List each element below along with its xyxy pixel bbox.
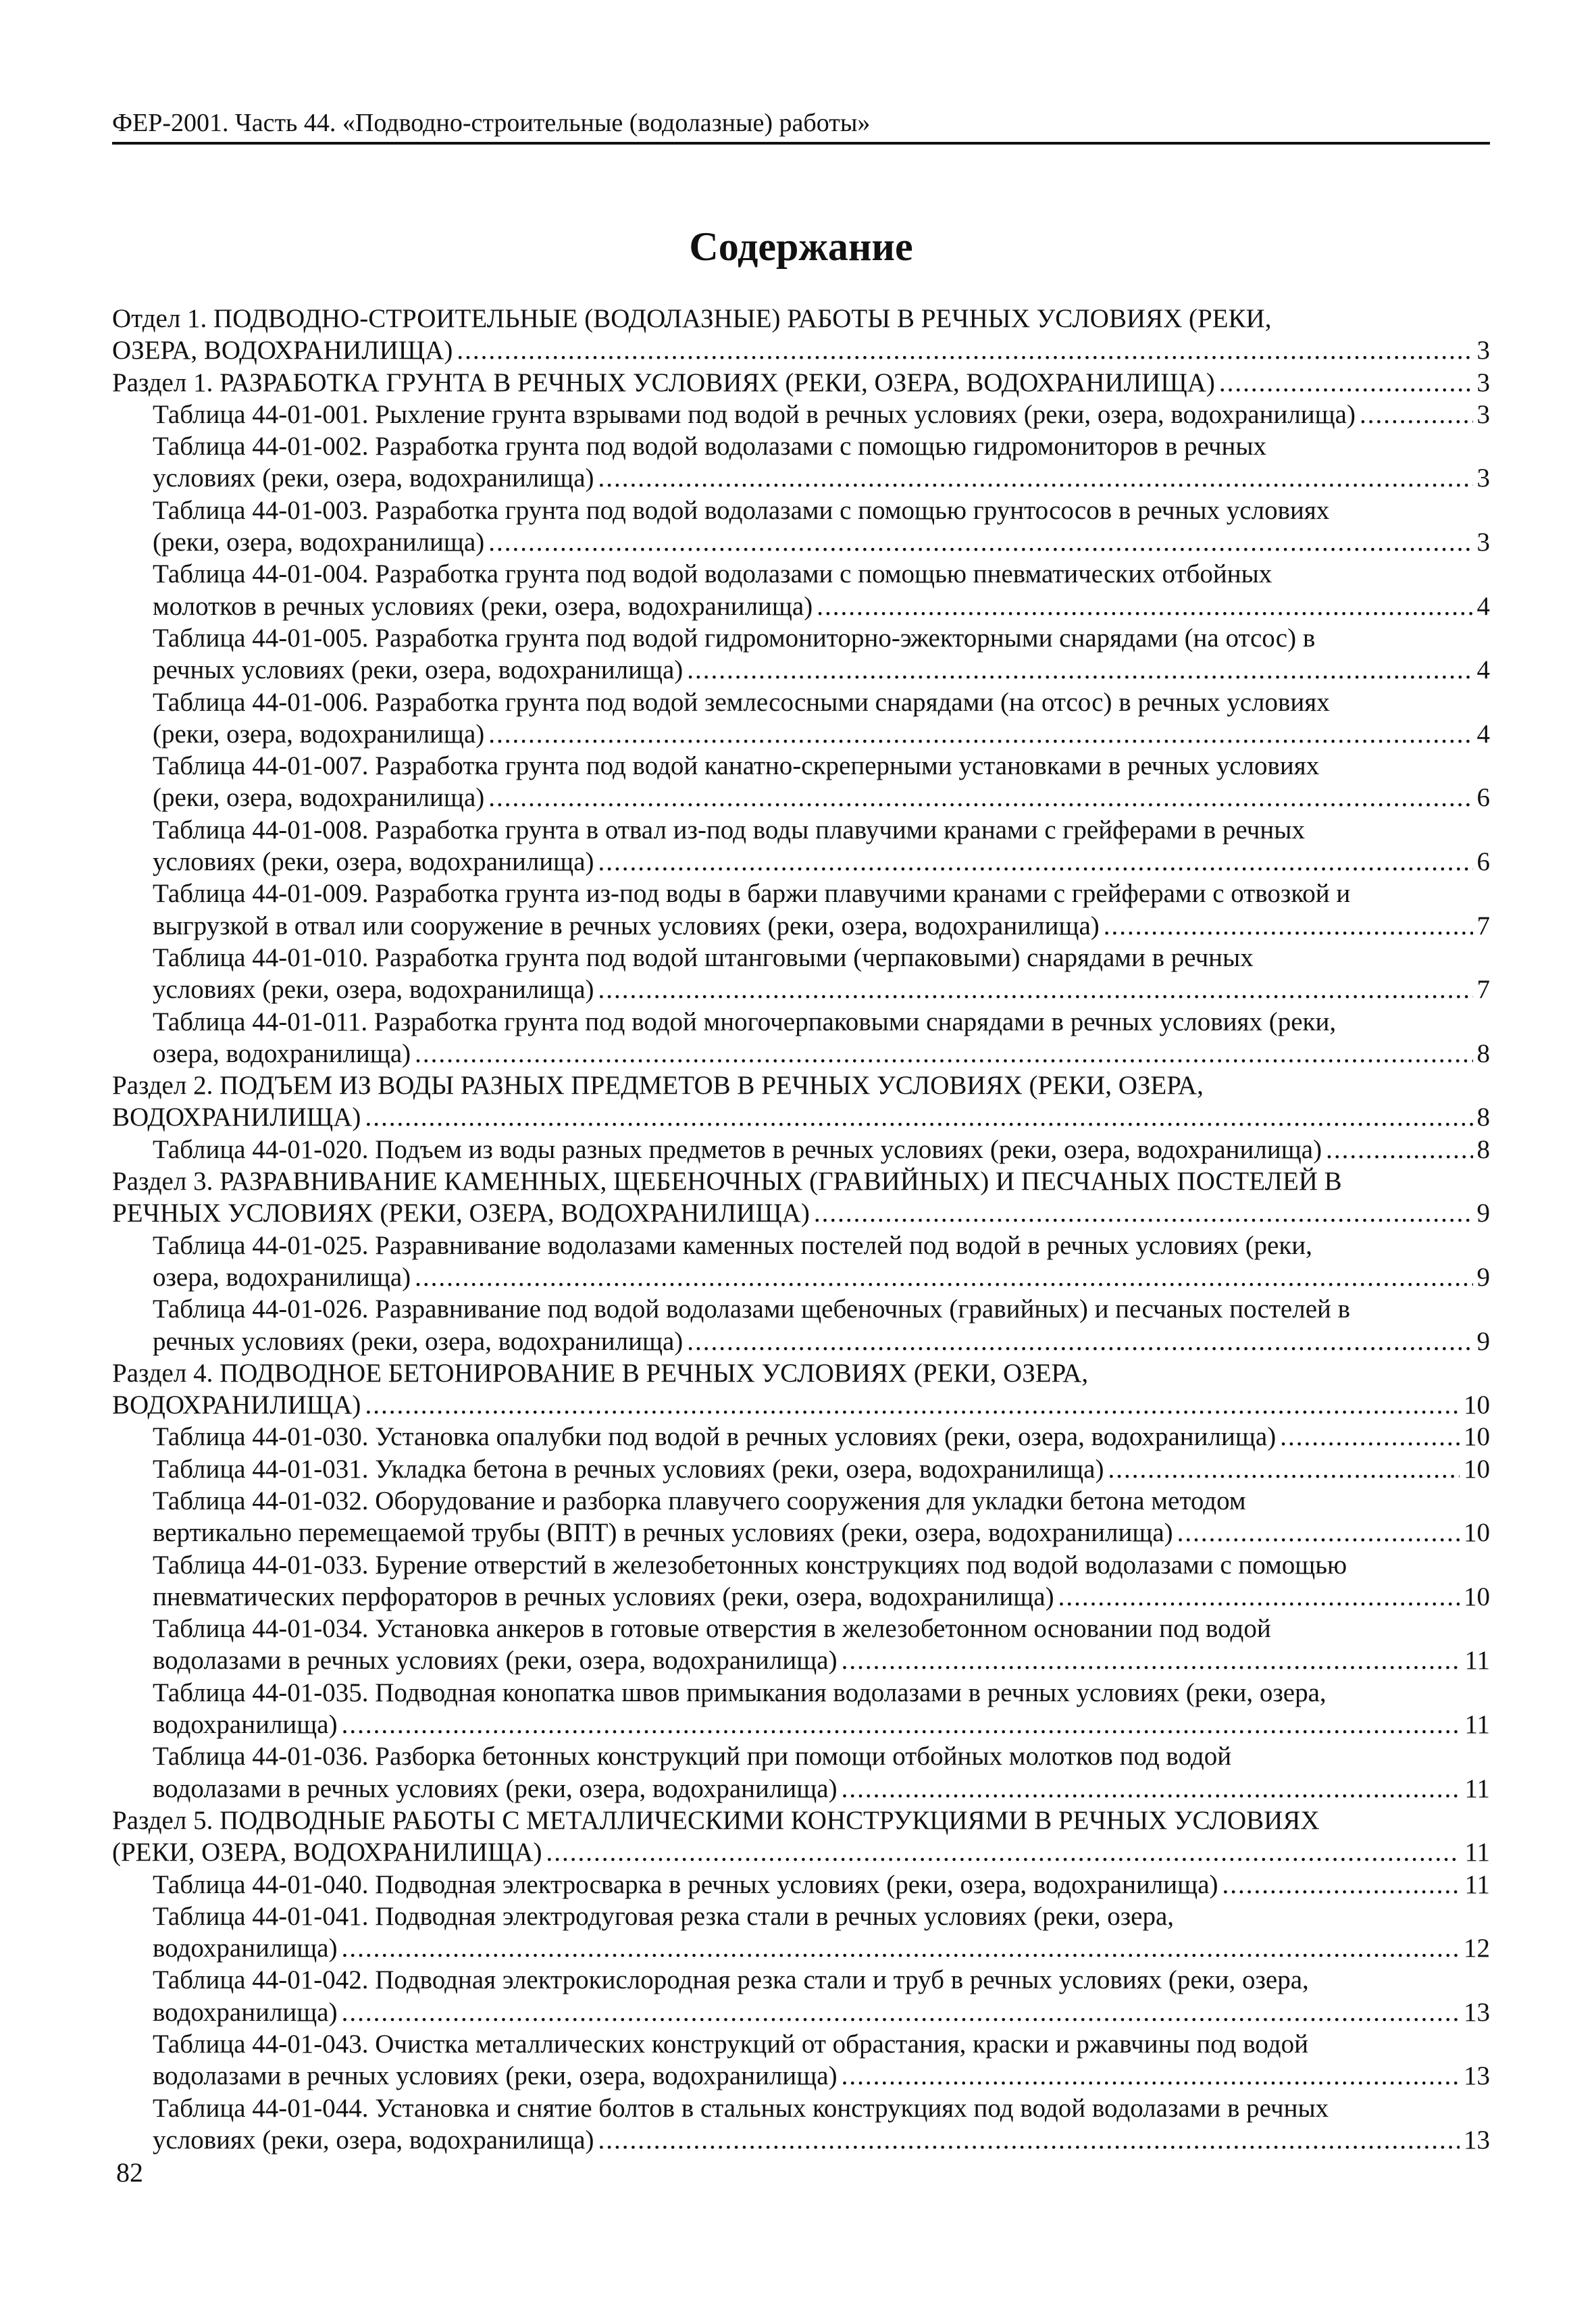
- dot-leader: [342, 1996, 1460, 2028]
- toc-entry-text: Таблица 44-01-036. Разборка бетонных конструкций при помощи отбойных молотков под водой: [153, 1742, 1232, 1771]
- toc-entry-text: водолазами в речных условиях (реки, озера, водохранилища): [153, 1774, 838, 1803]
- toc-page-number: 6: [1476, 783, 1490, 813]
- toc-page-number: 11: [1464, 1710, 1490, 1740]
- toc-entry-text: (РЕКИ, ОЗЕРА, ВОДОХРАНИЛИЩА): [112, 1838, 542, 1867]
- toc-table-entry[interactable]: [112, 814, 1490, 878]
- toc-entry-text: Таблица 44-01-044. Установка и снятие болтов в стальных конструкциях под водой водолазами в речных: [153, 2093, 1329, 2123]
- toc-table-entry[interactable]: [112, 878, 1490, 942]
- toc-entry-text: Раздел 2. ПОДЪЕМ ИЗ ВОДЫ РАЗНЫХ ПРЕДМЕТОВ В РЕЧНЫХ УСЛОВИЯХ (РЕКИ, ОЗЕРА,: [112, 1071, 1204, 1101]
- toc-entry-text: Таблица 44-01-041. Подводная электродуговая резка стали в речных условиях (реки, озера,: [153, 1901, 1175, 1931]
- toc-entry-text: Таблица 44-01-003. Разработка грунта под водой водолазами с помощью грунтососов в речных условиях: [153, 495, 1330, 525]
- toc-table-entry[interactable]: [112, 750, 1490, 814]
- toc-table-entry[interactable]: [112, 1677, 1490, 1741]
- toc-entry-text: Таблица 44-01-005. Разработка грунта под водой гидромониторно-эжекторными снарядами (на отсос) в: [153, 623, 1316, 653]
- dot-leader: [842, 2060, 1460, 2092]
- dot-leader: [488, 782, 1472, 813]
- toc-entry-text: Отдел 1. ПОДВОДНО-СТРОИТЕЛЬНЫЕ (ВОДОЛАЗНЫЕ) РАБОТЫ В РЕЧНЫХ УСЛОВИЯХ (РЕКИ,: [112, 304, 1272, 333]
- table-of-contents: [112, 303, 1490, 2156]
- toc-table-entry[interactable]: [112, 1549, 1490, 1613]
- dot-leader: [365, 1389, 1460, 1421]
- toc-page-number: 3: [1476, 463, 1490, 493]
- toc-page-number: 9: [1476, 1262, 1490, 1292]
- toc-table-entry[interactable]: [112, 942, 1490, 1006]
- dot-leader: [598, 2124, 1460, 2156]
- dot-leader: [488, 526, 1472, 558]
- toc-page-number: 10: [1464, 1390, 1490, 1420]
- toc-entry-text: Раздел 1. РАЗРАБОТКА ГРУНТА В РЕЧНЫХ УСЛОВИЯХ (РЕКИ, ОЗЕРА, ВОДОХРАНИЛИЩА): [112, 368, 1215, 397]
- toc-entry-text: выгрузкой в отвал или сооружение в речных условиях (реки, озера, водохранилища): [153, 911, 1100, 940]
- running-header: ФЕР-2001. Часть 44. «Подводно-строительные (водолазные) работы»: [112, 108, 1490, 145]
- toc-section-entry[interactable]: [112, 1070, 1490, 1134]
- toc-table-entry[interactable]: [112, 2092, 1490, 2157]
- dot-leader: [365, 1101, 1472, 1133]
- toc-page-number: 7: [1476, 975, 1490, 1005]
- toc-entry-text: ОЗЕРА, ВОДОХРАНИЛИЩА): [112, 336, 453, 366]
- toc-table-entry[interactable]: [112, 1869, 1490, 1901]
- toc-page-number: 7: [1476, 911, 1490, 940]
- dot-leader: [598, 846, 1473, 878]
- toc-table-entry[interactable]: [112, 1293, 1490, 1357]
- dot-leader: [342, 1932, 1460, 1964]
- toc-entry-text: (реки, озера, водохранилища): [153, 783, 485, 813]
- toc-section-entry[interactable]: [112, 1165, 1490, 1230]
- toc-page-number: 10: [1464, 1518, 1490, 1548]
- dot-leader: [817, 590, 1472, 622]
- toc-table-entry[interactable]: [112, 1613, 1490, 1677]
- toc-entry-text: (реки, озера, водохранилища): [153, 528, 485, 557]
- toc-entry-text: Таблица 44-01-042. Подводная электрокислородная резка стали и труб в речных условиях (реки, озера,: [153, 1965, 1309, 1995]
- toc-entry-text: Таблица 44-01-030. Установка опалубки под водой в речных условиях (реки, озера, водохранилища): [153, 1422, 1277, 1452]
- dot-leader: [457, 334, 1472, 366]
- dot-leader: [1219, 367, 1473, 399]
- toc-section-entry[interactable]: [112, 303, 1490, 367]
- toc-page-number: 11: [1464, 1646, 1490, 1676]
- toc-table-entry[interactable]: [112, 686, 1490, 751]
- toc-entry-text: водохранилища): [153, 1934, 338, 1963]
- dot-leader: [1104, 910, 1473, 942]
- toc-table-entry[interactable]: [112, 1006, 1490, 1070]
- toc-entry-text: Таблица 44-01-009. Разработка грунта из-под воды в баржи плавучими кранами с грейферами с отвозкой и: [153, 879, 1351, 909]
- toc-entry-text: РЕЧНЫХ УСЛОВИЯХ (РЕКИ, ОЗЕРА, ВОДОХРАНИЛИЩА): [112, 1199, 810, 1228]
- toc-page-number: 13: [1464, 1997, 1490, 2027]
- toc-page-number: 10: [1464, 1454, 1490, 1484]
- dot-leader: [1222, 1869, 1461, 1901]
- toc-section-entry[interactable]: [112, 367, 1490, 399]
- dot-leader: [842, 1644, 1461, 1676]
- toc-entry-text: водолазами в речных условиях (реки, озера, водохранилища): [153, 2061, 838, 2091]
- toc-entry-text: Таблица 44-01-032. Оборудование и разборка плавучего сооружения для укладки бетона методом: [153, 1486, 1246, 1515]
- toc-entry-text: Таблица 44-01-007. Разработка грунта под водой канатно-скреперными установками в речных условиях: [153, 751, 1320, 781]
- page-number: 82: [116, 2157, 143, 2188]
- toc-page-number: 13: [1464, 2125, 1490, 2155]
- toc-entry-text: Таблица 44-01-026. Разравнивание под водой водолазами щебеночных (гравийных) и песчаных постелей в: [153, 1294, 1351, 1324]
- dot-leader: [814, 1197, 1473, 1229]
- toc-entry-text: Таблица 44-01-006. Разработка грунта под водой землесосными снарядами (на отсос) в речных условиях: [153, 687, 1330, 717]
- toc-section-entry[interactable]: [112, 1357, 1490, 1422]
- toc-entry-text: речных условиях (реки, озера, водохранилища): [153, 1326, 684, 1356]
- toc-entry-text: вертикально перемещаемой трубы (ВПТ) в речных условиях (реки, озера, водохранилища): [153, 1518, 1173, 1548]
- dot-leader: [1326, 1134, 1472, 1165]
- toc-page-number: 10: [1464, 1422, 1490, 1452]
- dot-leader: [546, 1836, 1461, 1868]
- toc-page-number: 4: [1476, 591, 1490, 621]
- toc-page-number: 11: [1464, 1774, 1490, 1803]
- toc-table-entry[interactable]: [112, 558, 1490, 622]
- toc-table-entry[interactable]: [112, 2028, 1490, 2092]
- toc-entry-text: Таблица 44-01-011. Разработка грунта под водой многочерпаковыми снарядами в речных условиях (реки,: [153, 1007, 1337, 1036]
- toc-entry-text: условиях (реки, озера, водохранилища): [153, 975, 594, 1005]
- toc-entry-text: водохранилища): [153, 1997, 338, 2027]
- toc-table-entry[interactable]: [112, 495, 1490, 559]
- toc-entry-text: Таблица 44-01-043. Очистка металлических конструкций от обрастания, краски и ржавчины под водой: [153, 2030, 1308, 2059]
- toc-entry-text: Раздел 3. РАЗРАВНИВАНИЕ КАМЕННЫХ, ЩЕБЕНОЧНЫХ (ГРАВИЙНЫХ) И ПЕСЧАНЫХ ПОСТЕЛЕЙ В: [112, 1167, 1342, 1197]
- toc-entry-text: Таблица 44-01-004. Разработка грунта под водой водолазами с помощью пневматических отбойных: [153, 559, 1272, 589]
- toc-page-number: 3: [1476, 336, 1490, 366]
- toc-entry-text: ВОДОХРАНИЛИЩА): [112, 1390, 361, 1420]
- toc-entry-text: водолазами в речных условиях (реки, озера, водохранилища): [153, 1646, 838, 1676]
- toc-table-entry[interactable]: [112, 622, 1490, 686]
- toc-page-number: 8: [1476, 1134, 1490, 1164]
- toc-page-number: 3: [1476, 368, 1490, 397]
- toc-entry-text: Таблица 44-01-008. Разработка грунта в отвал из-под воды плавучими кранами с грейферами в речных: [153, 815, 1305, 845]
- dot-leader: [1108, 1453, 1460, 1485]
- dot-leader: [415, 1261, 1472, 1293]
- toc-page-number: 4: [1476, 655, 1490, 685]
- dot-leader: [342, 1709, 1461, 1740]
- toc-entry-text: Таблица 44-01-001. Рыхление грунта взрывами под водой в речных условиях (реки, озера, водохранилища): [153, 399, 1356, 429]
- toc-entry-text: Таблица 44-01-010. Разработка грунта под водой штанговыми (черпаковыми) снарядами в речных: [153, 942, 1254, 972]
- toc-page-number: 3: [1476, 528, 1490, 557]
- toc-entry-text: молотков в речных условиях (реки, озера, водохранилища): [153, 591, 813, 621]
- toc-page-number: 13: [1464, 2061, 1490, 2091]
- toc-entry-text: озера, водохранилища): [153, 1038, 411, 1068]
- toc-entry-text: речных условиях (реки, озера, водохранилища): [153, 655, 684, 685]
- toc-page-number: 3: [1476, 399, 1490, 429]
- dot-leader: [1280, 1421, 1460, 1453]
- dot-leader: [687, 1326, 1472, 1357]
- toc-page-number: 9: [1476, 1199, 1490, 1228]
- dot-leader: [1058, 1581, 1460, 1613]
- toc-page-number: 11: [1464, 1838, 1490, 1867]
- toc-page-number: 4: [1476, 719, 1490, 749]
- toc-entry-text: (реки, озера, водохранилища): [153, 719, 485, 749]
- dot-leader: [415, 1038, 1472, 1070]
- toc-page-number: 11: [1464, 1869, 1490, 1899]
- toc-entry-text: Таблица 44-01-020. Подъем из воды разных предметов в речных условиях (реки, озера, водохранилища): [153, 1134, 1322, 1164]
- toc-entry-text: условиях (реки, озера, водохранилища): [153, 463, 594, 493]
- toc-table-entry[interactable]: [112, 1453, 1490, 1485]
- toc-entry-text: условиях (реки, озера, водохранилища): [153, 847, 594, 877]
- dot-leader: [598, 462, 1473, 494]
- toc-table-entry[interactable]: [112, 1485, 1490, 1549]
- toc-page-number: 10: [1464, 1582, 1490, 1611]
- toc-entry-text: Таблица 44-01-034. Установка анкеров в готовые отверстия в железобетонном основании под водой: [153, 1614, 1271, 1644]
- toc-entry-text: ВОДОХРАНИЛИЩА): [112, 1103, 361, 1132]
- toc-table-entry[interactable]: [112, 1901, 1490, 1965]
- toc-page-number: 8: [1476, 1103, 1490, 1132]
- toc-entry-text: Таблица 44-01-033. Бурение отверстий в железобетонных конструкциях под водой водолазами с помощью: [153, 1550, 1347, 1580]
- toc-table-entry[interactable]: [112, 1134, 1490, 1165]
- toc-section-entry[interactable]: [112, 1805, 1490, 1869]
- toc-entry-text: водохранилища): [153, 1710, 338, 1740]
- toc-entry-text: Таблица 44-01-040. Подводная электросварка в речных условиях (реки, озера, водохранилища): [153, 1869, 1218, 1899]
- dot-leader: [1177, 1517, 1460, 1549]
- toc-table-entry[interactable]: [112, 1230, 1490, 1294]
- dot-leader: [488, 718, 1472, 750]
- dot-leader: [687, 654, 1472, 686]
- toc-page-number: 12: [1464, 1934, 1490, 1963]
- toc-entry-text: Таблица 44-01-035. Подводная конопатка швов примыкания водолазами в речных условиях (реки, озера,: [153, 1678, 1327, 1707]
- toc-entry-text: Таблица 44-01-002. Разработка грунта под водой водолазами с помощью гидромониторов в речных: [153, 432, 1267, 461]
- page-title: Содержание: [689, 224, 913, 269]
- toc-entry-text: условиях (реки, озера, водохранилища): [153, 2125, 594, 2155]
- toc-table-entry[interactable]: [112, 430, 1490, 495]
- toc-table-entry[interactable]: [112, 1421, 1490, 1453]
- toc-table-entry[interactable]: [112, 399, 1490, 430]
- toc-page-number: 6: [1476, 847, 1490, 877]
- toc-page-number: 9: [1476, 1326, 1490, 1356]
- dot-leader: [1360, 399, 1473, 430]
- dot-leader: [598, 974, 1473, 1005]
- toc-page-number: 8: [1476, 1038, 1490, 1068]
- toc-entry-text: пневматических перфораторов в речных условиях (реки, озера, водохранилища): [153, 1582, 1054, 1611]
- toc-entry-text: Таблица 44-01-025. Разравнивание водолазами каменных постелей под водой в речных условиях (реки,: [153, 1230, 1312, 1260]
- toc-entry-text: озера, водохранилища): [153, 1262, 411, 1292]
- toc-entry-text: Таблица 44-01-031. Укладка бетона в речных условиях (реки, озера, водохранилища): [153, 1454, 1104, 1484]
- dot-leader: [842, 1773, 1461, 1805]
- toc-table-entry[interactable]: [112, 1964, 1490, 2028]
- toc-entry-text: Раздел 5. ПОДВОДНЫЕ РАБОТЫ С МЕТАЛЛИЧЕСКИМИ КОНСТРУКЦИЯМИ В РЕЧНЫХ УСЛОВИЯХ: [112, 1805, 1320, 1835]
- toc-table-entry[interactable]: [112, 1740, 1490, 1805]
- toc-entry-text: Раздел 4. ПОДВОДНОЕ БЕТОНИРОВАНИЕ В РЕЧНЫХ УСЛОВИЯХ (РЕКИ, ОЗЕРА,: [112, 1358, 1089, 1388]
